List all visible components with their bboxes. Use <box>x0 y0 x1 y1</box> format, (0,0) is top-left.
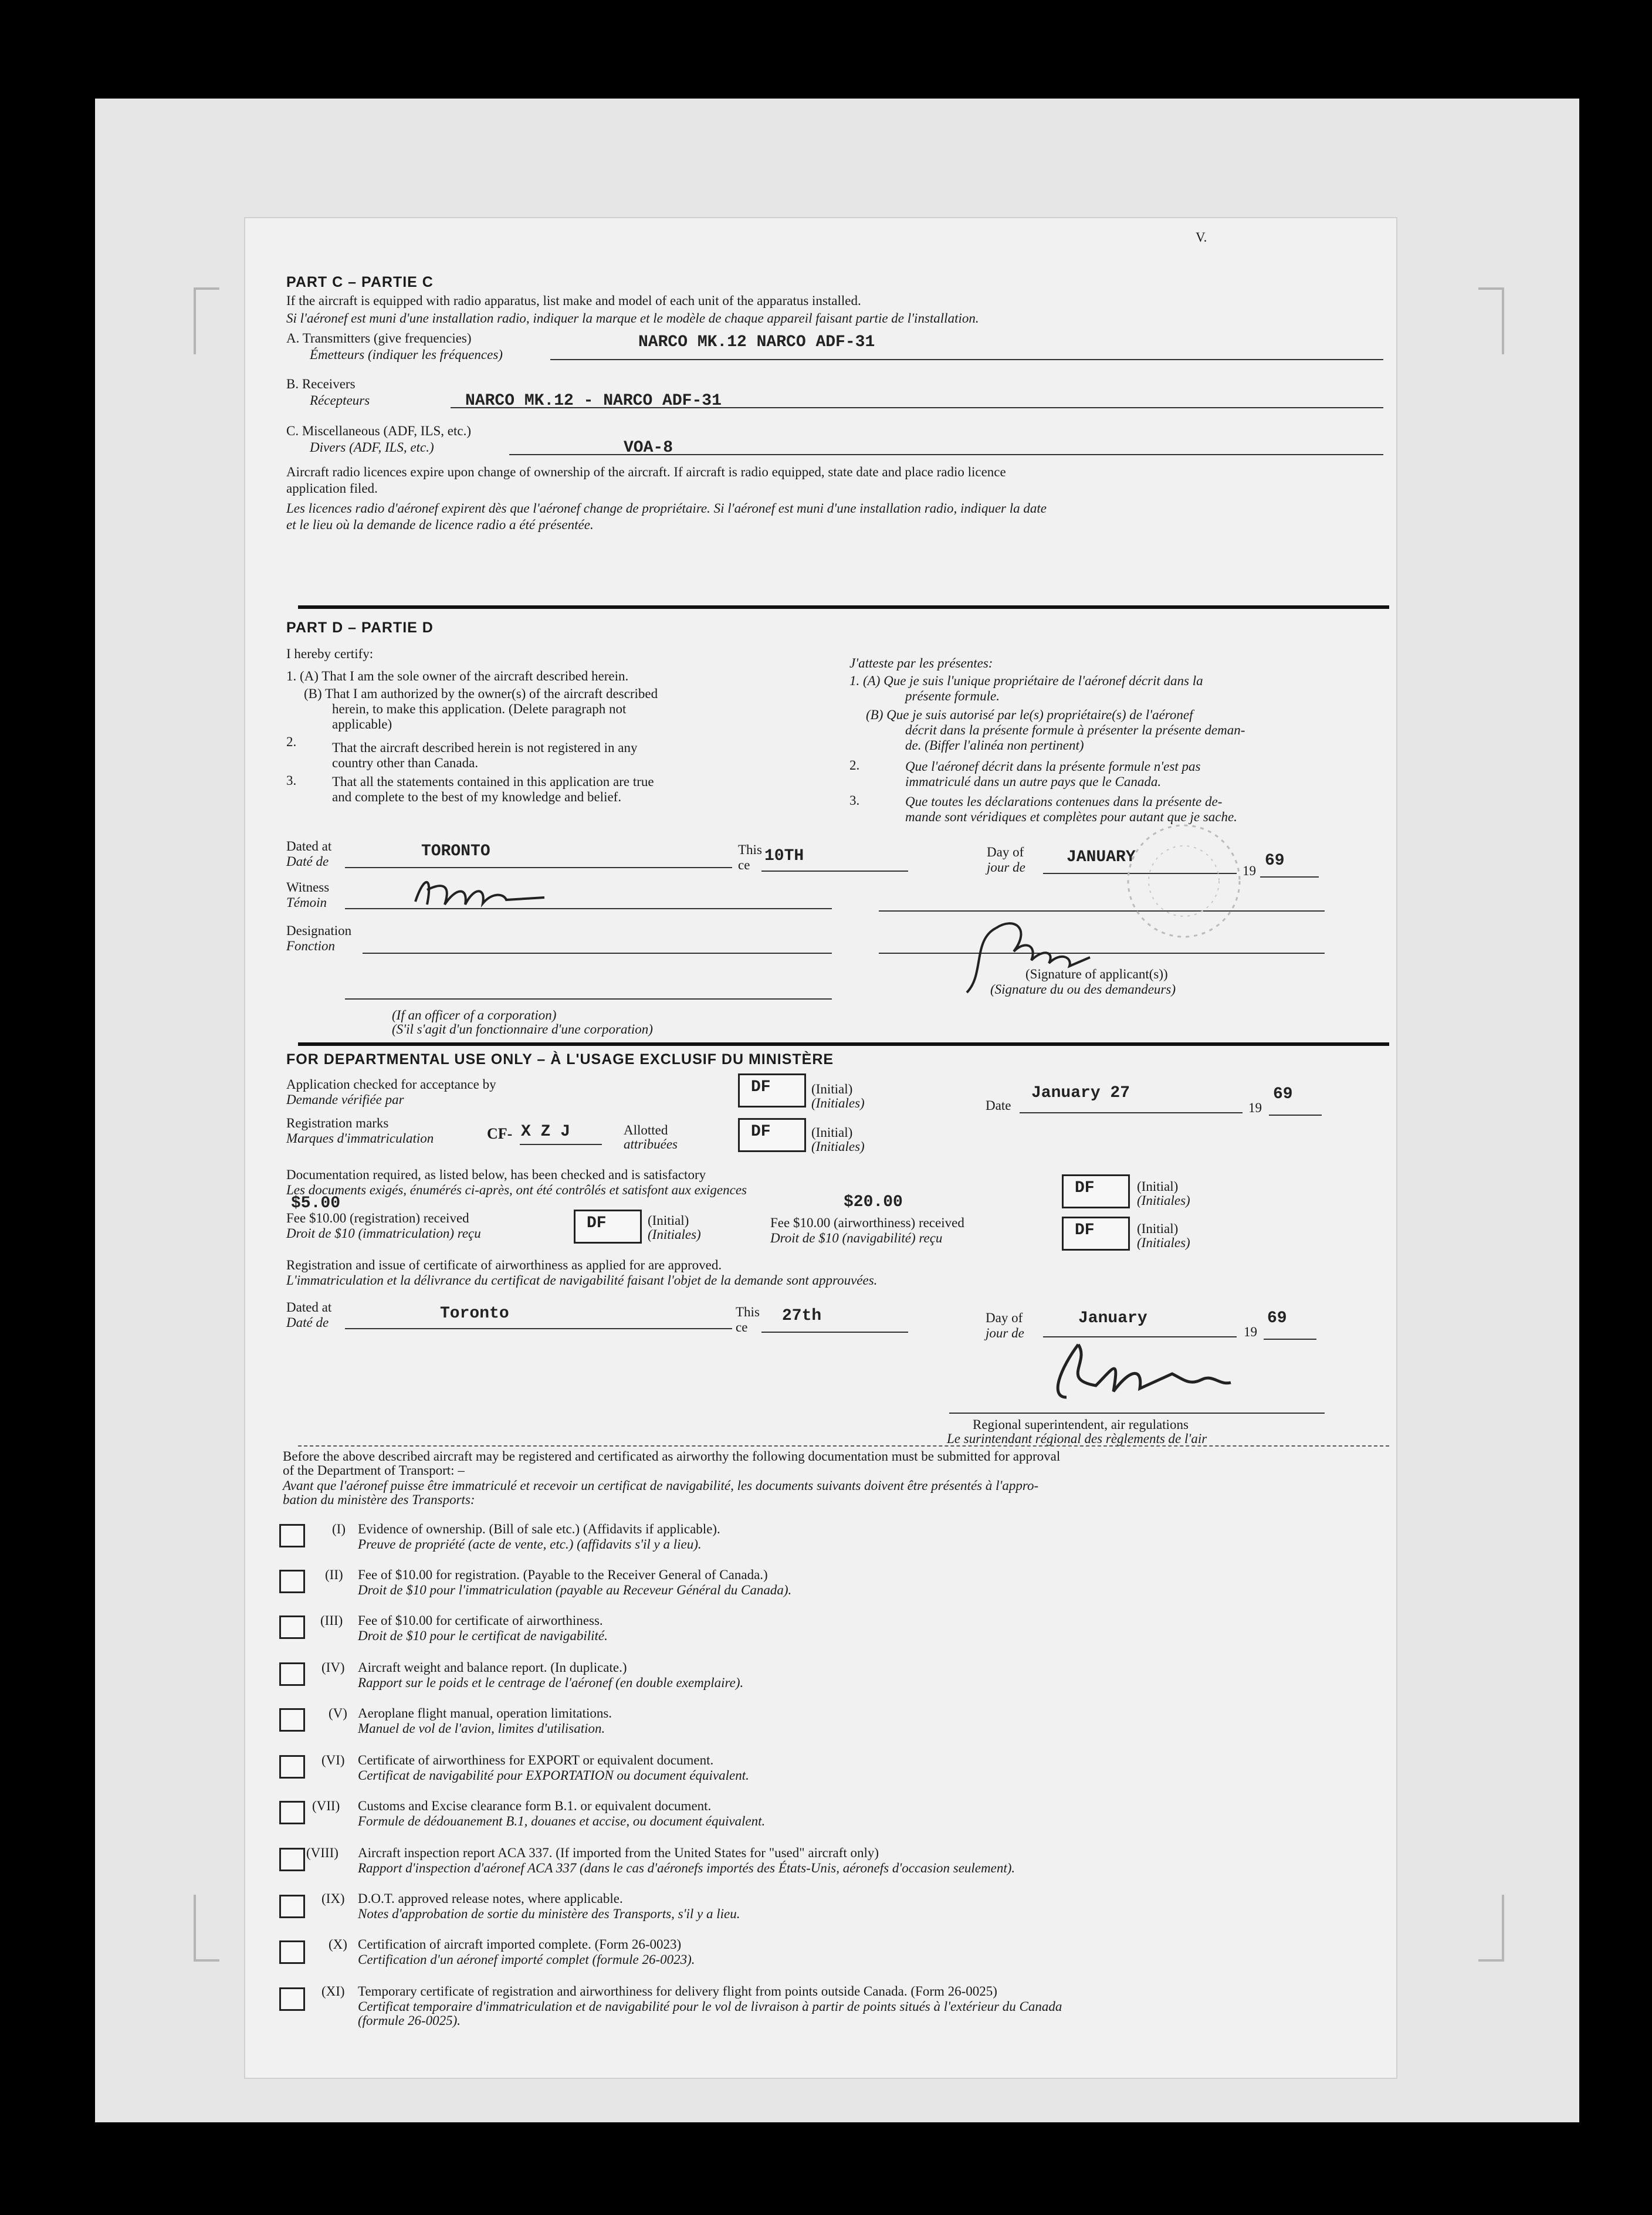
part-c-intro-fr: Si l'aéronef est muni d'une installation radio, indiquer la marque et le modèle de chaque appareil faisant partie de l'installation. <box>286 311 979 326</box>
doc-fr-1: Preuve de propriété (acte de vente, etc.) (affidavits s'il y a lieu). <box>358 1537 702 1552</box>
applicant-signature-caption-fr: (Signature du ou des demandeurs) <box>990 982 1176 997</box>
designation-label-fr: Fonction <box>286 939 336 953</box>
initial-label: (Initial) <box>811 1082 853 1096</box>
misc-label-fr: Divers (ADF, ILS, etc.) <box>310 440 434 455</box>
reg-marks-line <box>520 1144 602 1145</box>
initial-label: (Initial) <box>1137 1179 1179 1194</box>
certify-fr-2-num: 2. <box>849 758 860 773</box>
certify-fr-1b-1: (B) Que je suis autorisé par le(s) propriétaire(s) de l'aéronef <box>866 707 1193 722</box>
doc-fr-10: Certification d'un aéronef importé complet (formule 26-0023). <box>358 1952 695 1967</box>
misc-value: VOA-8 <box>624 439 673 457</box>
dept-day-of-label: Day of <box>986 1310 1023 1325</box>
month-value: JANUARY <box>1067 848 1136 866</box>
doc-en-2: Fee of $10.00 for registration. (Payable to the Receiver General of Canada.) <box>358 1567 768 1582</box>
dept-this-value: 27th <box>782 1307 822 1325</box>
certify-fr-3-1: Que toutes les déclarations contenues dans la présente de- <box>905 794 1223 809</box>
certify-fr-2-1: Que l'aéronef décrit dans la présente formule n'est pas <box>905 759 1201 774</box>
doc-fr-8: Rapport d'inspection d'aéronef ACA 337 (dans le cas d'aéronefs importés des États-Unis, aéronefs d'occasion seulement). <box>358 1861 1015 1875</box>
certify-en-1b-2: herein, to make this application. (Delete paragraph not <box>332 702 627 716</box>
doc-num-5: (V) <box>329 1706 347 1720</box>
fee-reg-label: Fee $10.00 (registration) received <box>286 1211 469 1225</box>
doc-num-4: (IV) <box>321 1660 345 1675</box>
licence-note-fr-1: Les licences radio d'aéronef expirent dès que l'aéronef change de propriétaire. Si l'aéronef est muni d'une installation radio, indiquer la date <box>286 501 1047 516</box>
official-stamp <box>1078 817 1289 946</box>
certify-fr-1b-2: décrit dans la présente formule à présenter la présente deman- <box>905 723 1245 737</box>
day-of-label: Day of <box>987 845 1024 859</box>
superintendent-line <box>949 1413 1325 1414</box>
date-year-line <box>1269 1115 1322 1116</box>
fee-reg-initials-box[interactable] <box>574 1210 642 1244</box>
doc-checkbox-6[interactable] <box>279 1755 305 1779</box>
certify-en-3-1: That all the statements contained in this application are true <box>332 774 654 789</box>
doc-fr-5: Manuel de vol de l'avion, limites d'utilisation. <box>358 1721 605 1736</box>
crop-mark <box>194 1895 219 1962</box>
doc-fr-6: Certificat de navigabilité pour EXPORTATION ou document équivalent. <box>358 1768 749 1783</box>
dept-this-label-fr: ce <box>736 1320 748 1335</box>
docs-checked-label: Documentation required, as listed below, has been checked and is satisfactory <box>286 1167 706 1182</box>
doc-num-10: (X) <box>329 1937 347 1952</box>
certify-en-3-2: and complete to the best of my knowledge and belief. <box>332 790 622 804</box>
misc-label: C. Miscellaneous (ADF, ILS, etc.) <box>286 424 471 438</box>
witness-label: Witness <box>286 880 330 895</box>
reg-prefix: CF- <box>487 1125 513 1142</box>
initial-label: (Initial) <box>811 1125 853 1140</box>
initial-label-fr: (Initiales) <box>811 1096 865 1110</box>
doc-en-4: Aircraft weight and balance report. (In duplicate.) <box>358 1660 627 1675</box>
licence-note-fr-2: et le lieu où la demande de licence radio a été présentée. <box>286 517 594 532</box>
dated-label: Dated at <box>286 839 332 854</box>
date-label: Date <box>986 1098 1011 1113</box>
dept-this-line <box>761 1332 908 1333</box>
certify-en-1b-1: (B) That I am authorized by the owner(s) of the aircraft described <box>304 686 658 701</box>
designation-label: Designation <box>286 923 352 938</box>
reg-marks-label-fr: Marques d'immatriculation <box>286 1131 434 1146</box>
fee-reg-initials-value: DF <box>587 1214 607 1232</box>
doc-num-9: (IX) <box>321 1891 345 1906</box>
crop-mark <box>1478 287 1504 354</box>
date-line <box>1020 1112 1243 1113</box>
certify-fr: J'atteste par les présentes: <box>849 656 993 670</box>
top-mark: V. <box>1196 230 1207 245</box>
certify-en-2-num: 2. <box>286 734 297 749</box>
doc-checkbox-2[interactable] <box>279 1570 305 1593</box>
section-divider <box>298 605 1389 609</box>
docs-initials-box[interactable] <box>1062 1174 1130 1208</box>
dept-dated-value: Toronto <box>440 1305 509 1323</box>
applicant-signature-caption: (Signature of applicant(s)) <box>1025 967 1168 981</box>
doc-num-7: (VII) <box>312 1799 340 1813</box>
certify-en: I hereby certify: <box>286 646 374 661</box>
reg-marks-label: Registration marks <box>286 1116 389 1130</box>
dept-day-of-label-fr: jour de <box>986 1326 1024 1340</box>
transmitters-label-fr: Émetteurs (indiquer les fréquences) <box>310 347 503 362</box>
dept-dated-label-fr: Daté de <box>286 1315 329 1330</box>
approved-label-fr: L'immatriculation et la délivrance du certificat de navigabilité faisant l'objet de la demande sont approuvées. <box>286 1273 878 1288</box>
fee-air-initials-box[interactable] <box>1062 1217 1130 1251</box>
doc-en-5: Aeroplane flight manual, operation limitations. <box>358 1706 612 1720</box>
initial-label-fr: (Initiales) <box>1137 1193 1190 1208</box>
doc-fr-4: Rapport sur le poids et le centrage de l'aéronef (en double exemplaire). <box>358 1675 744 1690</box>
doc-num-3: (III) <box>320 1613 343 1628</box>
registration-form-page <box>245 218 1396 2078</box>
doc-num-1: (I) <box>332 1522 346 1536</box>
designation-line <box>363 953 832 954</box>
initial-label-fr: (Initiales) <box>811 1139 865 1154</box>
doc-fr-11: Certificat temporaire d'immatriculation et de navigabilité pour le vol de livraison à partir de points situés à l'extérieur du Canada <box>358 1999 1062 2014</box>
certify-en-3-num: 3. <box>286 773 297 788</box>
allotted-initials-box[interactable] <box>738 1118 806 1152</box>
part-c-intro-en: If the aircraft is equipped with radio apparatus, list make and model of each unit of the apparatus installed. <box>286 293 861 308</box>
day-of-label-fr: jour de <box>987 860 1025 875</box>
receivers-line <box>451 407 1383 408</box>
fee-air-label-fr: Droit de $10 (navigabilité) reçu <box>770 1231 943 1245</box>
this-value: 10TH <box>764 847 804 865</box>
this-label: This <box>738 842 762 857</box>
doc-checkbox-4[interactable] <box>279 1662 305 1686</box>
doc-checkbox-8[interactable] <box>279 1848 305 1871</box>
fee-reg-amount: $5.00 <box>291 1194 341 1213</box>
year-prefix: 19 <box>1243 863 1256 878</box>
receivers-label: B. Receivers <box>286 377 356 391</box>
docs-checked-label-fr: Les documents exigés, énumérés ci-après, ont été contrôlés et satisfont aux exigences <box>286 1183 747 1197</box>
this-line <box>761 871 908 872</box>
docs-intro-en-1: Before the above described aircraft may be registered and certificated as airworthy the following documentation must be submitted for approval <box>283 1449 1061 1464</box>
dated-value: TORONTO <box>421 842 490 861</box>
transmitters-label: A. Transmitters (give frequencies) <box>286 331 472 346</box>
superintendent-caption-fr: Le surintendant régional des règlements de l'air <box>947 1431 1207 1446</box>
departmental-heading: FOR DEPARTMENTAL USE ONLY – À L'USAGE EXCLUSIF DU MINISTÈRE <box>286 1051 834 1068</box>
receivers-value: NARCO MK.12 - NARCO ADF-31 <box>465 392 722 410</box>
part-d-heading: PART D – PARTIE D <box>286 619 434 636</box>
doc-checkbox-11[interactable] <box>279 1987 305 2011</box>
doc-num-8: (VIII) <box>306 1845 338 1860</box>
doc-en-10: Certification of aircraft imported complete. (Form 26-0023) <box>358 1937 682 1952</box>
doc-checkbox-3[interactable] <box>279 1615 305 1639</box>
doc-checkbox-5[interactable] <box>279 1708 305 1732</box>
dated-label-fr: Daté de <box>286 854 329 869</box>
dated-line <box>345 867 732 868</box>
dept-year-value: 69 <box>1267 1309 1287 1327</box>
witness-signature <box>409 869 585 916</box>
officer-note-fr: (S'il s'agit d'un fonctionnaire d'une corporation) <box>392 1022 653 1037</box>
initial-label: (Initial) <box>648 1213 689 1228</box>
doc-fr-2: Droit de $10 pour l'immatriculation (payable au Receveur Général du Canada). <box>358 1583 792 1597</box>
date-value: January 27 <box>1031 1084 1130 1102</box>
officer-line <box>345 998 832 1000</box>
doc-num-11: (XI) <box>321 1984 345 1999</box>
superintendent-caption: Regional superintendent, air regulations <box>973 1417 1189 1432</box>
part-c-heading: PART C – PARTIE C <box>286 274 434 290</box>
certify-fr-1b-3: de. (Biffer l'alinéa non pertinent) <box>905 738 1084 753</box>
fee-reg-label-fr: Droit de $10 (immatriculation) reçu <box>286 1226 481 1241</box>
dept-year-prefix: 19 <box>1244 1325 1257 1339</box>
misc-line <box>509 454 1383 455</box>
allotted-label-fr: attribuées <box>624 1137 678 1151</box>
initial-label-fr: (Initiales) <box>1137 1235 1190 1250</box>
dept-this-label: This <box>736 1305 760 1319</box>
doc-num-2: (II) <box>325 1567 343 1582</box>
witness-line <box>345 908 832 909</box>
doc-fr-3: Droit de $10 pour le certificat de navigabilité. <box>358 1628 608 1643</box>
transmitters-line <box>550 359 1383 360</box>
licence-note-en-1: Aircraft radio licences expire upon change of ownership of the aircraft. If aircraft is radio equipped, state date and place radio licence <box>286 465 1006 479</box>
doc-en-1: Evidence of ownership. (Bill of sale etc.) (Affidavits if applicable). <box>358 1522 720 1536</box>
allotted-label: Allotted <box>624 1123 668 1137</box>
date-year-value: 69 <box>1273 1085 1293 1103</box>
transmitters-value: NARCO MK.12 NARCO ADF-31 <box>638 333 875 351</box>
this-label-fr: ce <box>738 858 750 872</box>
licence-note-en-2: application filed. <box>286 481 378 496</box>
doc-checkbox-9[interactable] <box>279 1895 305 1918</box>
allotted-initials-value: DF <box>751 1123 771 1141</box>
dept-dated-label: Dated at <box>286 1300 332 1315</box>
section-divider <box>298 1445 1389 1447</box>
fee-air-amount: $20.00 <box>844 1193 903 1211</box>
doc-en-3: Fee of $10.00 for certificate of airworthiness. <box>358 1613 603 1628</box>
certify-fr-2-2: immatriculé dans un autre pays que le Canada. <box>905 774 1162 789</box>
year-value: 69 <box>1265 852 1285 870</box>
fee-air-initials-value: DF <box>1075 1221 1095 1239</box>
doc-checkbox-7[interactable] <box>279 1801 305 1824</box>
crop-mark <box>194 287 219 354</box>
docs-intro-en-2: of the Department of Transport: – <box>283 1463 465 1478</box>
dept-dated-line <box>345 1328 732 1329</box>
certify-fr-3-num: 3. <box>849 793 860 808</box>
doc-fr-7: Formule de dédouanement B.1, douanes et accise, ou document équivalent. <box>358 1814 766 1828</box>
approved-label: Registration and issue of certificate of airworthiness as applied for are approved. <box>286 1258 722 1272</box>
doc-num-6: (VI) <box>321 1753 345 1767</box>
doc-en-6: Certificate of airworthiness for EXPORT or equivalent document. <box>358 1753 714 1767</box>
witness-label-fr: Témoin <box>286 895 327 910</box>
checked-initials-box[interactable] <box>738 1073 806 1108</box>
reg-marks-value: X Z J <box>521 1123 571 1141</box>
certify-en-1b-3: applicable) <box>332 717 392 731</box>
initial-label: (Initial) <box>1137 1221 1179 1236</box>
certify-en-2-1: That the aircraft described herein is not registered in any <box>332 740 638 755</box>
doc-checkbox-10[interactable] <box>279 1940 305 1964</box>
certify-fr-1a-2: présente formule. <box>905 689 1000 703</box>
doc-fr-9: Notes d'approbation de sortie du ministère des Transports, s'il y a lieu. <box>358 1906 740 1921</box>
certify-en-2-2: country other than Canada. <box>332 756 479 770</box>
checked-label: Application checked for acceptance by <box>286 1077 496 1092</box>
dept-month-value: January <box>1078 1309 1147 1327</box>
checked-initials-value: DF <box>751 1078 771 1096</box>
checked-label-fr: Demande vérifiée par <box>286 1092 404 1107</box>
doc-en-7: Customs and Excise clearance form B.1. or equivalent document. <box>358 1799 712 1813</box>
doc-en-8: Aircraft inspection report ACA 337. (If imported from the United States for "used" aircraft only) <box>358 1845 879 1860</box>
doc-fr2-11: (formule 26-0025). <box>358 2013 461 2028</box>
doc-en-9: D.O.T. approved release notes, where applicable. <box>358 1891 623 1906</box>
doc-en-11: Temporary certificate of registration and airworthiness for delivery flight from points outside Canada. (Form 26-0025) <box>358 1984 997 1999</box>
certify-fr-1a-1: 1. (A) Que je suis l'unique propriétaire de l'aéronef décrit dans la <box>849 673 1203 688</box>
superintendent-signature <box>1025 1333 1284 1409</box>
doc-checkbox-1[interactable] <box>279 1524 305 1547</box>
receivers-label-fr: Récepteurs <box>310 393 370 408</box>
docs-intro-fr-2: bation du ministère des Transports: <box>283 1492 475 1507</box>
date-year-prefix: 19 <box>1248 1100 1262 1115</box>
docs-intro-fr-1: Avant que l'aéronef puisse être immatriculé et recevoir un certificat de navigabilité, les documents suivants doivent être présentés à l'appro- <box>283 1478 1039 1493</box>
certify-en-1a: 1. (A) That I am the sole owner of the aircraft described herein. <box>286 669 629 683</box>
initial-label-fr: (Initiales) <box>648 1227 701 1242</box>
officer-note: (If an officer of a corporation) <box>392 1008 557 1022</box>
docs-initials-value: DF <box>1075 1179 1095 1197</box>
section-divider <box>298 1042 1389 1046</box>
fee-air-label: Fee $10.00 (airworthiness) received <box>770 1215 964 1230</box>
certify-fr-3-2: mande sont véridiques et complètes pour autant que je sache. <box>905 810 1237 824</box>
crop-mark <box>1478 1895 1504 1962</box>
